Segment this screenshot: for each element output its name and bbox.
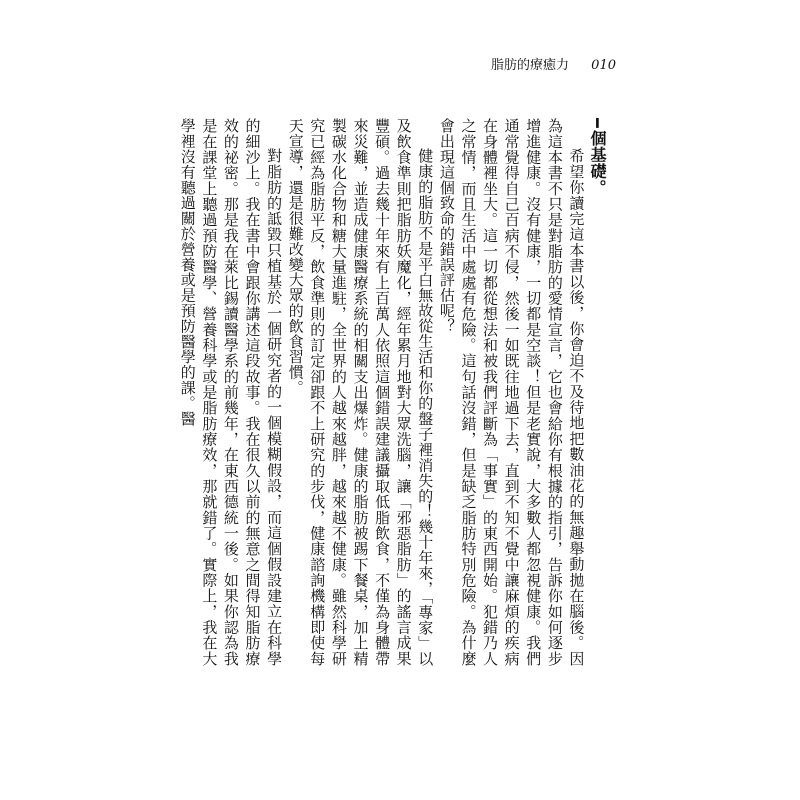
paragraph-2: 健康的脂肪不是平白無故從生活和你的盤子裡消失的！幾十年來，「專家」以及飲食準則把脂肪妖魔化，經年累月地對大眾洗腦，讓「邪惡脂肪」的謠言成果豐碩。過去幾十年來有上百萬人依照這個錯誤建議攝取低脂飲食，不僅為身體帶來災難，並造成健康醫療系統的相關支出爆炸。健康的脂肪被踢下餐桌，加上精製碳水化合物和糖大量進駐，全世界的人越來越胖，越來越不健康。雖然科學研究已經為脂肪平反，飲食準則的訂定卻跟不上研究的步伐，健康諮詢機構即使每天宣導，還是很難改變大眾的飲食習慣。 (286, 118, 435, 666)
page-number: 010 (591, 58, 616, 73)
paragraph-1: 希望你讀完這本書以後，你會迫不及待地把數油花的無趣舉動拋在腦後。因為這本書不只是對脂肪的愛情宣言，它也會給你有根據的指引，告訴你如何逐步增進健康。沒有健康，一切都是空談！但是老實說，大多數人都忽視健康。我們通常覺得自己百病不侵，然後一如既往地過下去，直到不知不覺中讓麻煩的疾病在身體裡坐大。這一切都從想法和被我們評斷為「事實」的東西開始。犯錯乃人之常情，而且生活中處處有危險。這句話沒錯，但是缺乏脂肪特別危險。為什麼會出現這個致命的錯誤評估呢？ (437, 118, 586, 666)
book-title: 脂肪的療癒力 (491, 58, 570, 73)
vertical-body-text (178, 118, 608, 666)
paragraph-3: 對脂肪的詆毀只植基於一個研究者的一個模糊假設，而這個假設建立在科學的細沙上。我在書中會跟你講述這段故事。我在很久以前的無意之間得知脂肪療效的祕密。那是我在萊比錫讀醫學系的前幾年，在東西德統一後。如果你認為我是在課堂上聽過預防醫學、營養科學或是脂肪療效，那就錯了。實際上，我在大學裡沒有聽過關於營養或是預防醫學的課。醫 (178, 118, 284, 666)
running-head (491, 54, 616, 73)
section-heading-fragment: ━ 個基礎。 (586, 118, 608, 666)
